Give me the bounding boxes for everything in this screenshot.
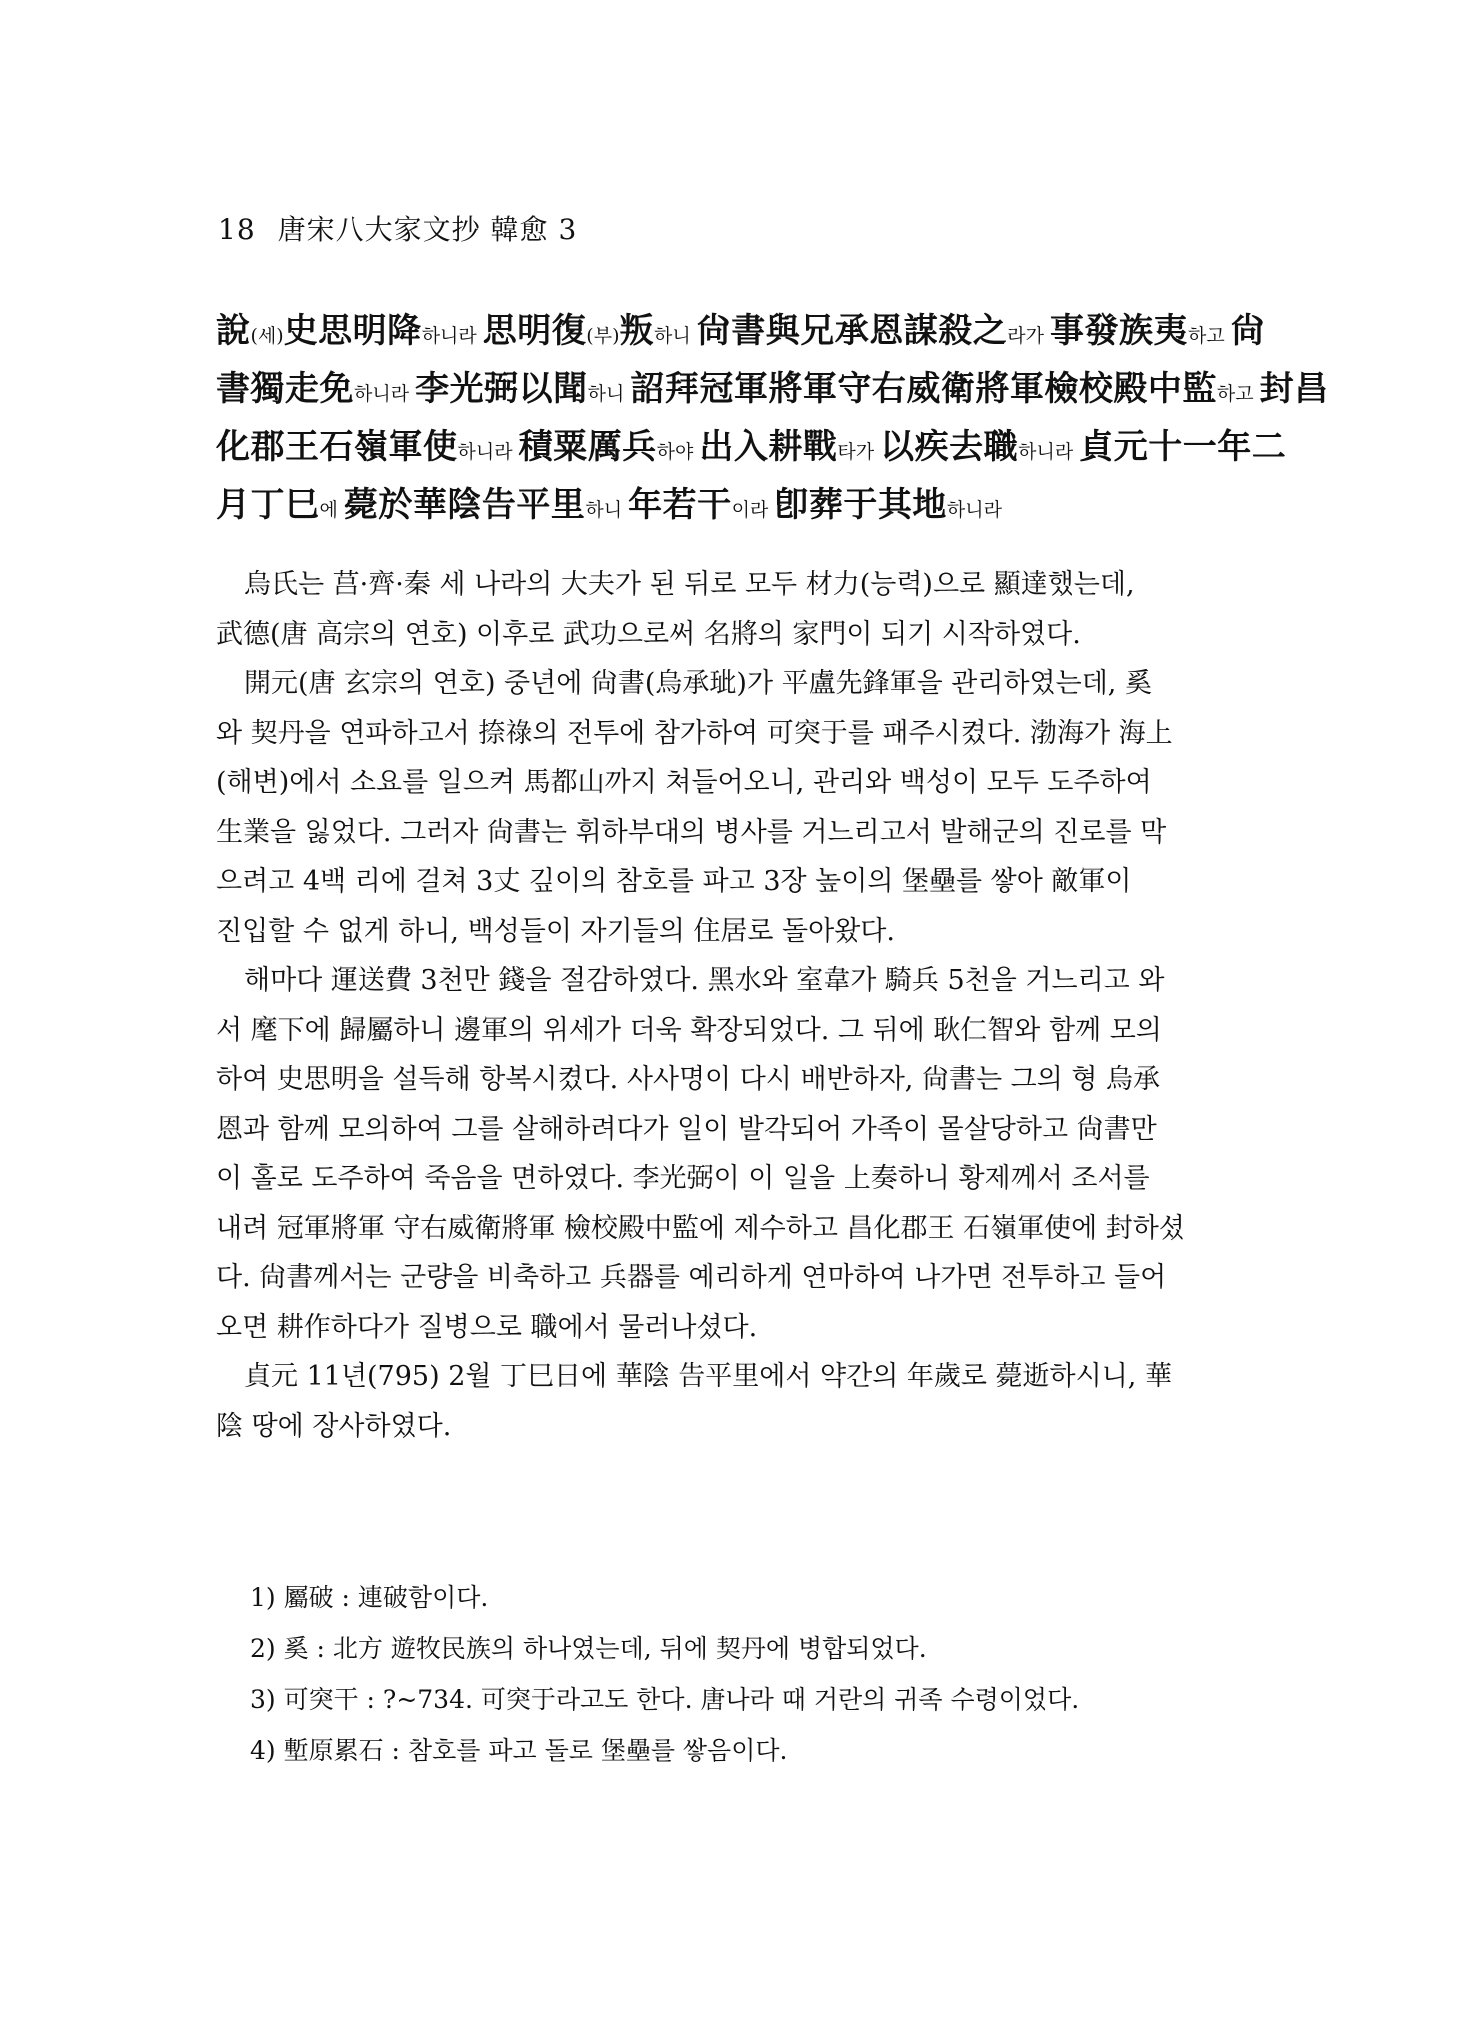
- hanja-run: 月丁巳: [216, 485, 320, 525]
- translation-line: 이 홀로 도주하여 죽음을 면하였다. 李光弼이 이 일을 上奏하니 황제께서 조서를: [216, 1163, 1150, 1194]
- hanja-run: 尙書與兄承恩謀殺之: [696, 311, 1008, 351]
- hangul-suffix: 이라: [731, 499, 775, 521]
- hangul-suffix: 타가: [837, 441, 881, 463]
- hangul-suffix: 하니라: [354, 383, 416, 405]
- hangul-suffix: 하고: [1216, 383, 1260, 405]
- book-title: 唐宋八大家文抄 韓愈 3: [277, 213, 578, 246]
- hangul-suffix: 하니: [587, 383, 631, 405]
- hanja-run: 封昌: [1259, 369, 1329, 409]
- translation-line: 으려고 4백 리에 걸쳐 3丈 깊이의 참호를 파고 3장 높이의 堡壘를 쌓아 敵軍이: [216, 866, 1132, 897]
- translation-line: 恩과 함께 모의하여 그를 살해하려다가 일이 발각되어 가족이 몰살당하고 尙書만: [216, 1113, 1157, 1145]
- translation-line: 내려 冠軍將軍 守右威衛將軍 檢校殿中監에 제수하고 昌化郡王 石嶺軍使에 封하셨: [216, 1212, 1185, 1244]
- korean-translation: [216, 560, 1282, 1451]
- hangul-suffix: 에: [319, 499, 344, 521]
- hangul-suffix: 하야: [656, 441, 700, 463]
- hanja-run: 貞元十一年二: [1079, 427, 1287, 467]
- hangul-suffix: 하니라: [421, 325, 483, 347]
- hangul-suffix: 하니라: [1018, 441, 1080, 463]
- translation-line: 貞元 11년(795) 2월 丁巳日에 華陰 告平里에서 약간의 年歲로 薨逝하시니, 華: [244, 1361, 1172, 1392]
- hanja-run: 思明復: [482, 311, 587, 351]
- hanja-run: 詔拜冠軍將軍守右威衛將軍檢校殿中監: [630, 369, 1217, 409]
- hanja-run: 尙: [1230, 311, 1266, 351]
- hanja-run: 事發族夷: [1049, 311, 1188, 351]
- hangul-suffix: 하니라: [457, 441, 519, 463]
- translation-line: (해변)에서 소요를 일으켜 馬都山까지 쳐들어오니, 관리와 백성이 모두 도주하여: [216, 767, 1152, 798]
- translation-line: 生業을 잃었다. 그러자 尙書는 휘하부대의 병사를 거느리고서 발해군의 진로를 막: [216, 816, 1167, 848]
- translation-line: 해마다 運送費 3천만 錢을 절감하였다. 黑水와 室韋가 騎兵 5천을 거느리고 와: [244, 965, 1165, 996]
- translation-line: 다. 尙書께서는 군량을 비축하고 兵器를 예리하게 연마하여 나가면 전투하고 들어: [216, 1262, 1167, 1293]
- original-classical-text: [216, 302, 1329, 534]
- translation-line: 開元(唐 玄宗의 연호) 중년에 尙書(烏承玼)가 平盧先鋒軍을 관리하였는데, 奚: [244, 668, 1152, 699]
- translation-line: 烏氏는 莒·齊·秦 세 나라의 大夫가 된 뒤로 모두 材力(능력)으로 顯達했는데,: [244, 569, 1135, 600]
- footnote-item: 1) 屬破 : 連破함이다.: [250, 1583, 489, 1612]
- original-line: [216, 418, 1287, 476]
- footnote-item: 2) 奚 : 北方 遊牧民族의 하나였는데, 뒤에 契丹에 병합되었다.: [250, 1634, 927, 1663]
- hanja-run: 薨於華陰告平里: [343, 485, 586, 525]
- hanja-run: 化郡王石嶺軍使: [216, 427, 458, 467]
- hanja-run: 以疾去職: [880, 427, 1019, 467]
- hangul-suffix: 하니: [585, 499, 629, 521]
- original-line: [216, 360, 1329, 418]
- hanja-run: 書獨走免: [216, 369, 354, 409]
- hangul-suffix: (세): [250, 325, 284, 347]
- hanja-run: 積粟厲兵: [518, 427, 657, 467]
- hanja-run: 出入耕戰: [699, 427, 838, 467]
- hanja-run: 叛: [619, 311, 654, 351]
- hanja-run: 說: [216, 311, 251, 351]
- hanja-run: 李光弼以聞: [415, 369, 588, 409]
- running-header: [218, 208, 577, 248]
- translation-line: 武德(唐 高宗의 연호) 이후로 武功으로써 名將의 家門이 되기 시작하였다.: [216, 618, 1081, 650]
- footnote-item: 4) 塹原累石 : 참호를 파고 돌로 堡壘를 쌓음이다.: [250, 1736, 788, 1765]
- translation-line: 陰 땅에 장사하였다.: [216, 1410, 452, 1442]
- hangul-suffix: 하고: [1187, 325, 1231, 347]
- original-line: [216, 476, 1282, 534]
- translation-line: 진입할 수 없게 하니, 백성들이 자기들의 住居로 돌아왔다.: [216, 915, 895, 947]
- footnotes: [250, 1572, 1270, 1776]
- translation-line: 와 契丹을 연파하고서 捺祿의 전투에 참가하여 可突于를 패주시켰다. 渤海가 海上: [216, 717, 1173, 749]
- hangul-suffix: 하니라: [946, 499, 1002, 521]
- translation-line: 오면 耕作하다가 질병으로 職에서 물러나셨다.: [216, 1311, 758, 1343]
- page-number: 18: [218, 213, 256, 246]
- original-line: [216, 302, 1282, 360]
- hangul-suffix: (부): [586, 325, 620, 347]
- footnote-item: 3) 可突干 : ?~734. 可突于라고도 한다. 唐나라 때 거란의 귀족 수령이었다.: [250, 1685, 1080, 1714]
- hanja-run: 史思明降: [283, 311, 422, 351]
- translation-line: 하여 史思明을 설득해 항복시켰다. 사사명이 다시 배반하자, 尙書는 그의 형 烏承: [216, 1064, 1161, 1095]
- hanja-run: 卽葬于其地: [774, 485, 947, 525]
- hangul-suffix: 라가: [1007, 325, 1050, 347]
- hangul-suffix: 하니: [653, 325, 697, 347]
- hanja-run: 年若干: [628, 485, 732, 525]
- translation-line: 서 麾下에 歸屬하니 邊軍의 위세가 더욱 확장되었다. 그 뒤에 耿仁智와 함께 모의: [216, 1014, 1162, 1046]
